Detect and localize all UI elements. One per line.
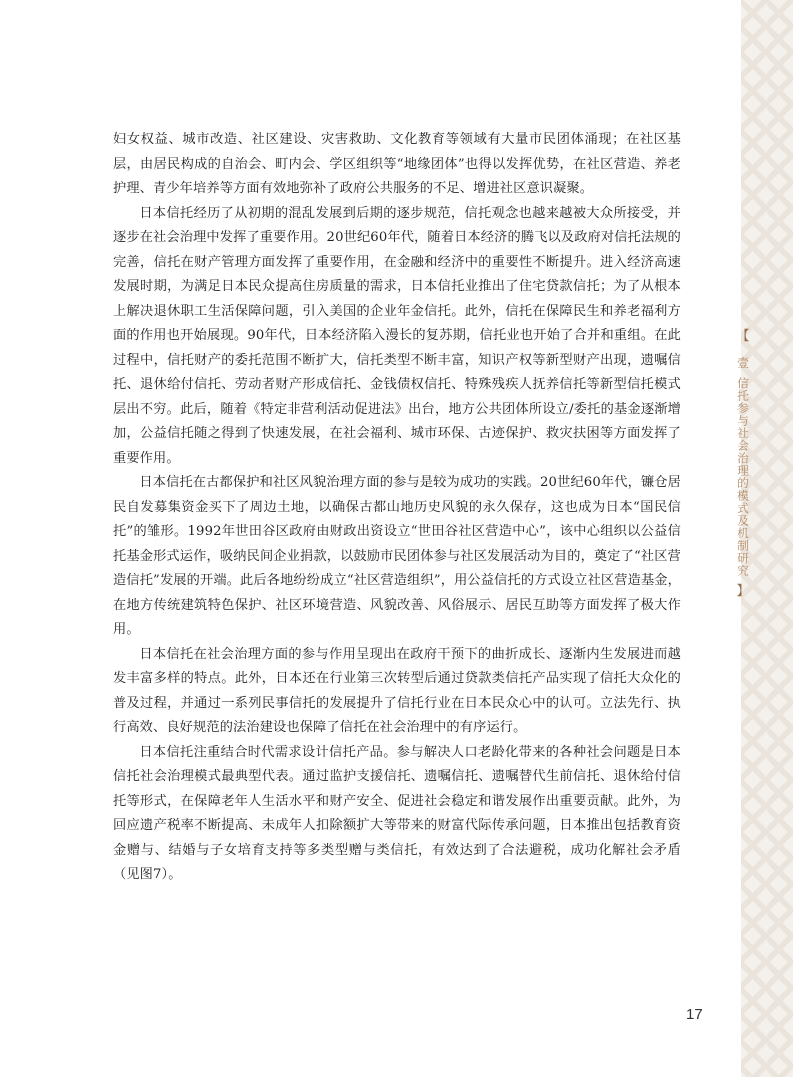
chapter-title: 信托参与社会治理的模式及机制研究 <box>736 377 750 577</box>
paragraph: 日本信托注重结合时代需求设计信托产品。参与解决人口老龄化带来的各种社会问题是日本信托社会治理模式最典型代表。通过监护支援信托、遗嘱信托、遗嘱替代生前信托、退休给付信托等形式，在保障老年人生活水平和财产安全、促进社会稳定和谐发展作出重要贡献。此外，为回应遗产税率不断提高、未成年人扣除额扩大等带来的财富代际传承问题，日本推出包括教育资金赠与、结婚与子女培育支持等多类型赠与类信托，有效达到了合法避税，成功化解社会矛盾（见图7）。 <box>113 744 681 882</box>
paragraph: 日本信托在社会治理方面的参与作用呈现出在政府干预下的曲折成长、逐渐内生发展进而越发丰富多样的特点。此外，日本还在行业第三次转型后通过贷款类信托产品实现了信托大众化的普及过程，并通过一系列民事信托的发展提升了信托行业在日本民众心中的认可。立法先行、执行高效、良好规范的法治建设也保障了信托在社会治理中的有序运行。 <box>113 646 681 735</box>
body-text <box>113 128 681 888</box>
paragraph: 妇女权益、城市改造、社区建设、灾害救助、文化教育等领域有大量市民团体涌现；在社区基层，由居民构成的自治会、町内会、学区组织等“地缘团体”也得以发挥优势，在社区营造、养老护理、青少年培养等方面有效地弥补了政府公共服务的不足、增进社区意识凝聚。 <box>113 132 681 196</box>
side-tab-open-bracket: 【 <box>736 329 750 344</box>
side-tab-close-bracket: 】 <box>736 584 750 599</box>
paragraph: 日本信托在古都保护和社区风貌治理方面的参与是较为成功的实践。20世纪60年代，镰仓居民自发募集资金买下了周边土地，以确保古都山地历史风貌的永久保存，这也成为日本“国民信托”的雏形。1992年世田谷区政府由财政出资设立“世田谷社区营造中心”，该中心组织以公益信托基金形式运作，吸纳民间企业捐款，以鼓励市民团体参与社区发展活动为目的，奠定了“社区营造信托”发展的开端。此后各地纷纷成立“社区营造组织”，用公益信托的方式设立社区营造基金，在地方传统建筑特色保护、社区环境营造、风貌改善、风俗展示、居民互助等方面发挥了极大作用。 <box>113 475 681 637</box>
paragraph: 日本信托经历了从初期的混乱发展到后期的逐步规范，信托观念也越来越被大众所接受，并逐步在社会治理中发挥了重要作用。20世纪60年代，随着日本经济的腾飞以及政府对信托法规的完善，信托在财产管理方面发挥了重要作用，在金融和经济中的重要性不断提升。进入经济高速发展时期，为满足日本民众提高住房质量的需求，日本信托业推出了住宅贷款信托；为了从根本上解决退休职工生活保障问题，引入美国的企业年金信托。此外，信托在保障民生和养老福利方面的作用也开始展现。90年代，日本经济陷入漫长的复苏期，信托业也开始了合并和重组。在此过程中，信托财产的委托范围不断扩大，信托类型不断丰富，知识产权等新型财产出现，遗嘱信托、退休给付信托、劳动者财产形成信托、金钱债权信托、特殊残疾人抚养信托等新型信托模式层出不穷。此后，随着《特定非营利活动促进法》出台，地方公共团体所设立/委托的基金逐渐增加，公益信托随之得到了快速发展，在社会福利、城市环保、古迹保护、救灾扶困等方面发挥了重要作用。 <box>113 205 681 466</box>
chapter-number: 壹 <box>736 356 749 370</box>
page-number: 17 <box>686 1006 703 1023</box>
chapter-side-tab <box>733 330 753 599</box>
